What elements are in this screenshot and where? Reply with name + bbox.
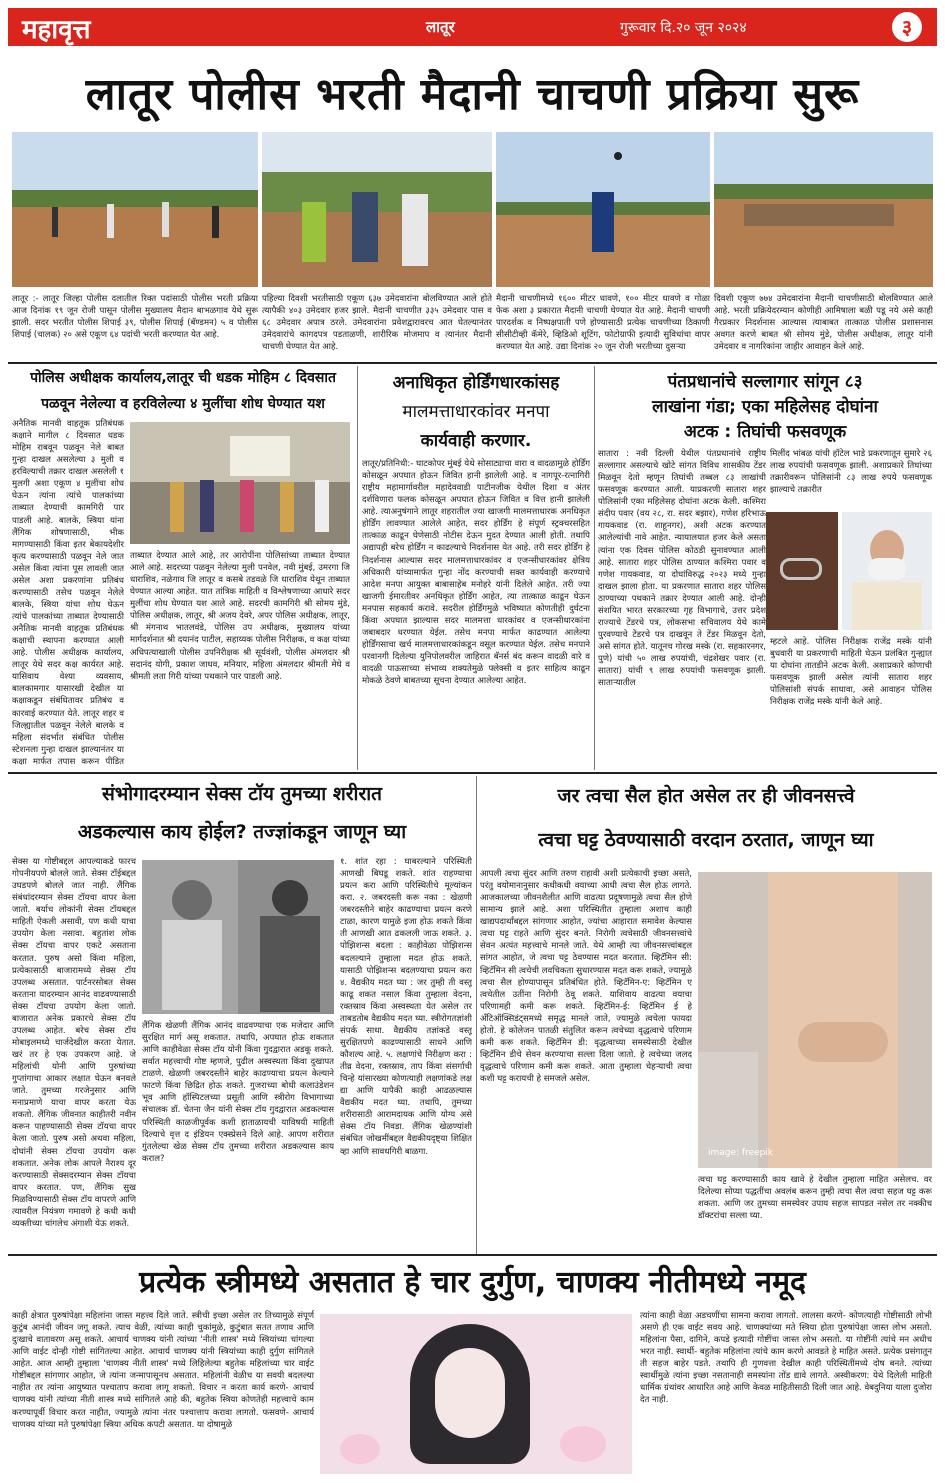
missing-girls-text-left: अनैतिक मानवी वाहतूक प्रतिबंधक कक्षाने मागील ८ दिवसात धडक मोहिम राबवून पळवून नेले बाबत गुन्हा दाखल असलेल्या ३ मुली व हरविल्याची तक्रार दाखल असलेली १ मुलगी अशा एकूण ४ मुलींचा शोध घेऊन त्यांना त्यांचे पालकांच्या ताब्यात देण्याची कामगिरी पार पाडली आहे. बालके, स्त्रिया यांना लैंगिक शोषणासाठी, भीक मागण्यासाठी किंवा इतर बेकायदेशीर कृत्य करण्यासाठी पळवून नेले जात असेल किंवा त्यांना पूस लावली जात असेल अशा प्रकरणांना प्रतिबंध करण्यासाठी तसेच पळवून नेलेले बालके, स्त्रिया यांचा शोध घेऊन त्यांचे पालकांच्या ताब्यात देण्यासाठी अनैतिक मानवी वाहतूक प्रतिबंधक कक्षाची स्थापना करण्यात आली आहे. पोलीस अधीक्षक कार्यालय, लातूर येथे सदर कक्ष कार्यरत आहे. यासिवाय वेश्या व्यवसाय, बालकामगार यासारखी देखील या कक्षाकडून संबंधितावर प्रतिबंध व कारवाई करण्यात येते. लातूर शहर व जिल्ह्यातील पळवून नेलेले बालके व महिला संदर्भात संबंधित पोलीस स्टेशनला गुन्हा दाखल झाल्यानंतर या कक्षा मार्फत तपास करून पीडित [12,419,124,767]
skin-text-left: आपली त्वचा सुंदर आणि तरुण राहावी अशी प्रत्येकाची इच्छा असते, परंतु वयोमानानुसार कधीकधी वयाच्या आधी त्वचा सैल होऊ लागते. आजकालच्या जीवनशैलीत आणि वाढत्या प्रदूषणामुळे त्वचा सैल होणे सामान्य झाले आहे. अशा परिस्थितीत तुम्हाला अशाच काही खाद्यपदार्थांबद्दल सांगणार आहोत, ज्यांचा आहारात समावेश केल्यास त्वचा घट्ट राहते आणि सुंदर बनते. निरोगी त्वचेसाठी जीवनसत्त्वांचे सेवन अत्यंत महत्त्वाचे मानले जाते. येथे आम्ही त्या जीवनसत्त्वांबद्दल सांगत आहोत, जे त्वचा घट्ट ठेवण्यास मदत करतात. व्हिटॅमिन सी: व्हिटॅमिन सी त्वचेची लवचिकता सुधारण्यास मदत करू शकते, ज्यामुळे त्वचा सैल होण्यापासून प्रतिबंधित होते. व्हिटॅमिन-ए: व्हिटॅमिन ए त्वचेतील उतींना निरोगी ठेवू शकते. याशिवाय वाढत्या वयाचा परिणामही कमी करू शकते. व्हिटॅमिन-ई: व्हिटॅमिन ई हे अँटिऑक्सिडंट्समध्ये समृद्ध मानले जाते, ज्यामुळे त्वचेला फायदा होतो. हे कोलेजन पातळी संतुलित करून त्वचेच्या वृद्धत्वाचे परिणाम कमी करू शकते. व्हिटॅमिन डी: वृद्धत्वाच्या समस्येसाठी देखील व्हिटॅमिन डीचे सेवन करण्याचा सल्ला दिला जातो. हे त्वचेच्या जलद वृद्धत्वाचे परिणाम कमी करू शकते. आता तुम्हाला चेहऱ्याची त्वचा कशी घट्ट करायची हे समजले असेल. [480,869,692,1085]
hoardings-headline-2: मालमत्ताधारकांवर मनपा [402,402,550,422]
missing-girls-text-right: ताब्यात देण्यात आले आहे, तर आरोपींना पोलिसांच्या ताब्यात देण्यात आले आहे. सदरच्या पळवून नेलेल्या मुली पनवेल, नवी मुंबई, उमरगा जि धाराशिव, नळेगाव जि लातूर व कसबे तडवळे जि धाराशिव येथून ताब्यात घेण्यात आल्या आहेत. यात तांत्रिक माहिती व विश्लेषणाच्या आधारे सदर मुलींचा शोध घेण्यात यश आले आहे. सदरची कामगिरी श्री सोमय मुंडे, पोलिस अधीक्षक, लातूर, श्री अजय देवरे, अपर पोलिस अधीक्षक, लातूर, श्री मंगनाथ भातलवंडे, पोलिस उप अधीक्षक, मुख्यालय यांच्या मार्गदर्शनात श्री दयानंद पाटील, सहाय्यक पोलीस निरीक्षक, व कक्ष यांच्या अधिपत्याखाली पोलीस उपनिरीक्षक श्री सूर्यवंशी, पोलीस अंमलदार श्री सदानंद योगी, प्रकाश जाधव, मनियार, महिला अंमलदार श्रीमती मेघे व श्रीमती लता गिरी यांच्या पथकाने पार पाडली आहे. [130,551,350,682]
health-text-right: १. शांत रहा : घाबरल्याने परिस्थिती आणखी बिघडू शकते. शांत राहण्याचा प्रयत्न करा आणि परिस्थितीचे मूल्यांकन करा. २. जबरदस्ती करू नका : खेळणी जबरदस्तीने बाहेर काढण्याचा प्रयत्न करणे टाळा, कारण यामुळे इजा होऊ शकते किंवा ती आणखी आत ढकलली जाऊ शकते. ३. पोझिशन्स बदला : काहीवेळा पोझिशन्स बदलल्याने तुम्हाला मदत होऊ शकते. यासाठी पोझिशन्स बदलण्याचा प्रयत्न करा ४. वैद्यकीय मदत घ्या : जर तुम्ही ती वस्तू काढू शकत नसाल किंवा तुम्हाला वेदना, रक्तस्राव किंवा अस्वस्थता येत असेल तर ताबडतोब वैद्यकीय मदत घ्या. स्त्रीरोगतज्ञांशी संपर्क साधा. वैद्यकीय तज्ञांकडे वस्तू सुरक्षितपणे काढण्यासाठी साधने आणि कौशल्य आहे. ५. लक्षणांचे निरीक्षण करा : तीव्र वेदना, रक्तस्राव, ताप किंवा संसर्गाची चिन्हे यांसारख्या कोणत्याही लक्षणांकडे लक्ष द्या आणि यापैकी काही आढळल्यास वैद्यकीय मदत घ्या. तथापि, तुमच्या शरीरासाठी आरामदायक आणि योग्य असे सेक्स टॉय निवडा. लैंगिक खेळण्यांशी संबंधित जोखमींबद्दल वैद्यकीयदृष्ट्या शिक्षित व्हा आणि सावधगिरी बाळगा. [340,857,472,1157]
photo-woman-illustration [320,1314,632,1474]
lead-column-4: दिवशी एकूण ७७४ उमेदवारांना मैदानी चाचणीसाठी बोलविण्यात आले आहे. भरती प्रक्रियेदरम्यान कोणीही आमिषाला बळी पडू नये असे काही गैरप्रकार निदर्शनास आल्यास त्याबाबत तात्काळ पोलीस प्रशासनास अवगत करणे बाबत श्री सोमय मुंडे, पोलीस अधीक्षक, लातूर यांनी उमेदवार व नागरिकांना जाहीर आवाहन केले आहे. [714,294,933,353]
edition-city: लातूर [426,18,455,36]
health-headline-2: अडकल्यास काय होईल? तज्ज्ञांकडून जाणून घ्या [77,821,407,843]
column-divider [476,776,477,1254]
section-divider [8,772,937,774]
chanakya-text-right: त्यांना काही वेळा अडचणींचा सामना करावा लागतो. लालसा करणे- कोणत्याही गोष्टीसाठी लोभी असणे ही एक वाईट सवय आहे. चाणक्यांच्या मते स्त्रिया होता पुरुषांपेक्षा जास्त लोभ असतो. महिलांना पैसा, दागिने, कपडे इत्यादी गोष्टींचा जास्त लोभ असतो. या गोष्टींनी त्यांचे मन अधीच भरत नाही. स्वार्थी- बहुतेक महिलांना त्यांचे काम करणे आवडते हे माहित असते. प्रत्येक प्रसंगातून ती सहज बाहेर पडते. तथापि ही गुणवत्ता देखील काही परिस्थितींमध्ये दोष बनते. त्यांच्या स्वार्थीमुळे त्यांना इच्छा नसतानाही समस्यांना तोंड द्यावे लागते. अस्वीकरण: येथे दिलेली माहिती धार्मिक ग्रंथांवर आधारित आहे आणि केवळ माहितीसाठी दिली जात आहे. वेबदुनिया याला दुजोरा देत नाही. [640,1311,932,1406]
chanakya-text-left: काही क्षेत्रात पुरुषांपेक्षा महिलांना जास्त महत्त्व दिले जाते. स्त्रीची इच्छा असेल तर तिच्यामुळे संपूर्ण कुटुंब आनंदी जीवन जगू शकते. त्याच वेळी, त्यांच्या काही चुकांमुळे, कुटुंबात सतत तणाव आणि दुःखाचे वातावरण असू शकते. आचार्य चाणक्य यांनी त्यांच्या 'नीती शास्त्र' मध्ये स्त्रियांच्या चांगल्या आणि वाईट दोन्ही गोष्टी सांगितल्या आहेत. आचार्य चाणक्य यांनी स्त्रियांच्या काही दुर्गुण सांगितले आहेत. आज आम्ही तुम्हाला 'चाणक्य नीती शास्त्र' मध्ये लिहिलेल्या बहुतेक महिलांच्या चार वाईट गोष्टींबद्दल सांगणार आहोत, जे त्यांना जन्मापासूनच असतात. महिलांनी वेळीच या सवयी बदलल्या नाहीत तर त्यांना आयुष्यात पश्चाताप करावा लागू शकतो. विचार न करता कार्य करणे- आचार्य चाणक्य यांनी त्यांच्या नीती शास्त्र मध्ये सांगितले आहे की, बहुतेक स्त्रिया कोणतेही महत्त्वाचे काम करण्यापूर्वी विचार करत नाहीत, ज्यामुळे त्यांना नंतर पश्चात्ताप करावा लागतो. फसवणे- आचार्य चाणक्य यांच्या मते पुरुषांपेक्षा स्त्रिया अधिक कपटी असतात. या दोषामुळे [12,1311,314,1430]
health-headline-1: संभोगादरम्यान सेक्स टॉय तुमच्या शरीरात [102,783,382,805]
skin-text-right: त्वचा घट्ट करण्यासाठी काय खावे हे देखील तुम्हाला माहित असेलच. वर दिलेल्या सोप्या पद्धतींचा अवलंब करून तुम्ही त्वचा सैल त्वचा सहज घट्ट करू शकता. आणि जर तुमच्या समस्येवर उपाय सहज सापडत नसेल तर नक्कीच डॉक्टरांचा सल्ला घ्या. [698,1175,932,1222]
section-divider [8,362,937,364]
skin-headline-2: त्वचा घट्ट ठेवण्यासाठी वरदान ठरतात, जाणून घ्या [538,829,874,851]
newspaper-brand: महावृत्त [22,15,91,45]
photo-police-team [130,422,350,544]
skin-headline-1: जर त्वचा सैल होत असेल तर ही जीवनसत्त्वे [557,785,855,807]
column-divider [594,366,595,770]
missing-girls-headline-2: पळवून नेलेल्या व हरविलेल्या ४ मुलींचा शोध घेण्यात यश [41,396,325,412]
fraud-headline-1: पंतप्रधानांचे सल्लागार सांगून ८३ [667,372,863,392]
lead-column-3: मैदानी चाचणीमध्ये १६०० मीटर धावणे, १०० मीटर धावणे व गोळा फेक अशा ३ प्रकारात मैदानी चाचणी घेण्यात येत आहे. मैदानी चाचणी पारदर्शक व निष्पक्षपाती पणे होण्यासाठी प्रत्येक चाचणीच्या ठिकाणी सीसीटीव्ही कॅमेरे, व्हिडिओ शूटिंग, फोटोग्राफी इत्यादी सुविधांचा वापर करण्यात येत आहे. उद्या दिनांक २० जून रोजी भरतीच्या दुसऱ्या [496,294,710,353]
edition-date: गुरूवार दि.२० जून २०२४ [620,20,747,36]
lead-column-1: लातूर :- लातूर जिल्हा पोलीस दलातील रिक्त पदांसाठी पोलीस भरती प्रक्रिया आज दिनांक १९ जून रोजी पासून पोलीस मुख्यालय मैदान बाभळगाव येथे सुरू झाली. सदर भरतीत पोलीस शिपाई ३९, पोलीस शिपाई (बॅण्डमन) ५ व पोलीस शिपाई (चालक) २० असे एकूण ६४ पदांची भरती करण्यात येत आहे. [12,294,258,341]
chanakya-headline: प्रत्येक स्त्रीमध्ये असतात हे चार दुर्गुण, चाणक्य नीतीमध्ये नमूद [139,1265,806,1300]
lead-headline: लातूर पोलीस भरती मैदानी चाचणी प्रक्रिया सुरू [85,69,860,120]
section-divider [8,1254,937,1256]
fraud-text-bottom: म्हटले आहे. पोलिस निरीक्षक राजेंद्र मस्के यांनी बुधवारी या प्रकरणाची माहिती घेऊन प्रलंबित गुन्ह्यात या दोघांना तातडीने अटक केली. अशाप्रकारे कोणाची फसवणूक झाली असेल त्यांनी सातारा शहर पोलिसांशी संपर्क साधावा, असे आवाहन पोलिस निरीक्षक राजेंद्र मस्के यांनी केले आहे. [770,637,932,708]
missing-girls-headline-1: पोलिस अधीक्षक कार्यालय,लातूर ची धडक मोहिम ८ दिवसात [30,370,336,386]
photo-police-ground-2 [262,132,492,287]
photo-police-ground-4 [714,132,933,287]
photo-handcuffs [766,512,838,630]
photo-police-ground-1 [12,132,258,287]
hoardings-headline-1: अनाधिकृत होर्डिंगधारकांसह [392,373,560,393]
photo-police-ground-3 [496,132,710,287]
photo-credit: image: freepik [708,1148,774,1158]
lead-column-2: पहिल्या दिवशी भरतीसाठी एकूण ६३७ उमेदवारांना बोलविण्यात आले होते त्यापैकी ४०३ उमेदवार हजर झाले. मैदानी चाचणीत ३३५ उमेदवार पास व ६८ उमेदवार अपात्र ठरले. उमेदवारांना प्रवेशद्वारावरच आत घेतल्यानंतर उमेदवारांचे कागदपत्र पडताळणी, शारीरिक मोजमाप व त्यानंतर मैदानी चाचणी घेण्यात येत आहे. [262,294,492,353]
fraud-headline-3: अटक : तिघांची फसवणूक [683,422,847,442]
page-number-badge: ३ [892,12,922,42]
photo-woman-couple [142,860,334,1014]
fraud-text-left: सातारा : नवी दिल्ली येथील पंतप्रधानांचे राष्ट्रीय सल्लागार असल्याचे खोटे सांगत विविध शासकीय टेंडर मिळवून देतो म्हणून तिघांची तब्बल ८३ लाखांची फसवणूक करण्यात आली. याप्रकरणी सातारा शहर पोलिसांनी एका महिलेसह दोघांना अटक केली. कश्मिरा संदीप पवार (वय २८, रा. सदर बझार), गणेश हरिभाऊ गायकवाड (रा. शाहूनगर), अशी अटक करण्यात आलेल्यांची नावे आहेत. न्यायालयात हजर केले असता त्यांना एक दिवस पोलिस कोठडी सुनावण्यात आली आहे. सातारा शहर पोलिस ठाण्यात कश्मिरा पवार व गणेश गायकवाड, या दोघांविरुद्ध २०२३ मध्ये गुन्हा दाखल झाला होता. या प्रकरणात सातारा शहर पोलिस ठाण्याच्या पथकाने तक्रार देण्यात आली आहे. दोन्ही संशयित भारत सरकारच्या गृह विभागाचे, उत्तर प्रदेश राज्याचे टेंडरचे पत्र, लोकसभा सचिवालय येथे कामे पुरवण्याचे टेंडरचे पत्र दाखवून ते टेंडर मिळवून देतो, असे सांगत होते. यातूनच गोरख मस्के (रा. सहकारनगर, पुणे) यांची ५० लाख रुपयांची, चंद्रशेखर पवार (रा. सातारा) यांची ९ लाख रुपयांची फसवणूक झाली. सातार्‍यातील [598,449,766,689]
hoardings-headline-3: कार्यवाही करणार. [420,431,532,451]
masthead [8,8,937,46]
column-divider [357,366,358,770]
photo-woman-neck [698,872,932,1168]
health-text-mid: लैंगिक खेळणी लैंगिक आनंद वाढवण्याचा एक मजेदार आणि सुरक्षित मार्ग असू शकतात. तथापि, अपघात होऊ शकतात आणि काहीवेळा सेक्स टॉय योनी किंवा गुदद्वारात अडकू शकते. सर्वात महत्त्वाची गोष्ट म्हणजे, पुढील अस्वस्थता किंवा दुखापत टाळणे. खेळणी जबरदस्तीने बाहेर काढण्याचा प्रयत्न केल्याने फाटणे किंवा छिद्रित होऊ शकते. गुजराच्या बोधी कलाउंडेशन भूव आणि हॉस्पिटलच्या प्रसूती आणि स्त्रीरोग विभागाच्या संचालक डॉ. चेतना जैन यांनी सेक्स टॉय गुदद्वारात अडकल्यास परिस्थिती काळजीपूर्वक कशी हाताळायची याविषयी माहिती दिल्याचे वृत्त द इंडियन एक्स्प्रेसने दिले आहे. आपण शरीरात गुंतलेल्या खेळ सेक्स टॉय तुमच्या शरीरात अडकल्यास काय कराल? [142,1021,334,1164]
photo-prime-minister [842,512,932,630]
fraud-text-right: मिलींद भांबळ यांची हॉटेल भाडे प्रकरणातून सुमारे २६ लाख रुपयांची फसवणूक झाली. अशाप्रकारे तिघांच्या तक्रारीवरून पोलिसांनी ८३ लाख रुपये फसवणूक झाल्याचे तक्रारीत [770,449,932,496]
hoardings-text: लातूर/प्रतिनिधी:- घाटकोपर मुंबई येथे सोसाट्याचा वारा व वादळामुळे होर्डिंग कोसळून अपघात होऊन जिवित हानी झालेली आहे. व नागपूर-रत्नागिरी राष्ट्रीय महामार्गावरील महादेववाडी पाटीनजीक येथील दिशा व अंतर दर्शविणारा फलक कोसळून अपघात होऊन जिवित व वित्त हानी झालेली आहे. त्याअनुषंगाने लातूर शहरातील ज्या खाजगी मालमत्ताधारक अनधिकृत होर्डिंग लावण्यात आलेले आहेत, सदर होर्डिंग हे संपूर्ण स्ट्रक्चरसहित तात्काळ काढून घेणेसाठी नोटीस देऊन मुदत देण्यात आली होती. तथापि अद्यापही बरेच होर्डिंग न काढल्याचे निदर्शनास येत आहे. तरी सदर होर्डिंग हे निदर्शनास आल्यास सदर मालमत्ताधारकांवर व एजन्सीधारकांवर क्षेत्रिय अधिकारी यांच्यामार्फत गुन्हा नोंद करण्याची सक्त कार्यवाही करण्याचे आदेश मनपा आयुक्त बाबासाहेब मनोहरे यांनी दिलेले आहेत. तरी ज्या खाजगी ईमारतीवर अनधिकृत होर्डिंग आहेत, त्या तात्काळ काढून घेऊन मनपास सहकार्य करावे. सदरील होर्डिंगमुळे भविष्यात कोणतीही दुर्घटना किंवा अपघात झाल्यास सदर मालमत्ता धारकांवर व एजन्सीधारकांना जबाबदार धरण्यात येईल. तसेच मनपा मार्फत काढण्यात आलेल्या होर्डिंगसाचा खर्च मालमत्ताधारकांकडून वसूल करण्यात येईल. तसेच मनपाने परवानगी दिलेल्या युनिपोलवरील जाहिरात बॅनर्स बंद करून वादळी वारे व वादळी पाऊसाच्या संभाव्य शक्यतेमुळे फ्लेक्सी व इतर साहित्य काढून मोकळे ठेवणे बाबतच्या सूचना देण्यात आलेल्या आहेत. [362,459,590,687]
health-text-left: सेक्स या गोष्टीबद्दल आपल्याकडे फारच गोपनीयपणे बोलले जाते. सेक्स टॉईबद्दल उघडपणे बोलले जात नाही. लैंगिक संबंधांदरम्यान सेक्स टॉयचा वापर केला जातो. बर्याच लोकांनी सेक्स टॉयबद्दल माहिती ऐकली असावी, पण कधी याचा उपयोग केला नसावा. बहुतांश लोक सेक्स टॉयचा वापर एकटे असताना करतात. पुरुष असो किंवा महिला, प्रत्येकासाठी बाजारामध्ये सेक्स टॉय उपलब्ध असतात. पार्टनरसोबत सेक्स करताना यादरम्यान आनंद वाढवण्यासाठी सेक्स टॉयचा उपयोग केला जातो. बाजारात अनेक प्रकारचे सेक्स टॉय उपलब्ध आहेत. बरेच सेक्स टॉय मोबाइलमध्ये चार्जदेखील करता येतात. खरं तर हे एक उपकरण आहे. जे महिलांची योनी आणि पुरुषांच्या गुप्तांगाचा आकार लक्षात घेऊन बनवले जाते. तुमच्या गरजेनुसार आणि मनाप्रमाणे याचा वापर करता येऊ शकतो. लैंगिक जीवनात काहीतरी नवीन करून पाहण्यासाठी सेक्स टॉयचा वापर केला जातो. पुरुष असो अथवा महिला, दोघांनी सेक्स टॉयचा उपयोग करू शकतात. अनेक लोक आपले नैराश्य दूर करण्यासाठी सेक्सदरम्यान सेक्स टॉयचा वापर करतात. पण, लैंगिक सुख मिळविण्यासाठी सेक्स टॉय वापरणे आणि त्यावरील नियंत्रण गमावणे हे कधी कधी व्यक्तीच्या चांगलेच अंगाशी येऊ शकते. [12,857,136,1229]
fraud-headline-2: लाखांना गंडा; एका महिलेसह दोघांना [652,397,878,417]
